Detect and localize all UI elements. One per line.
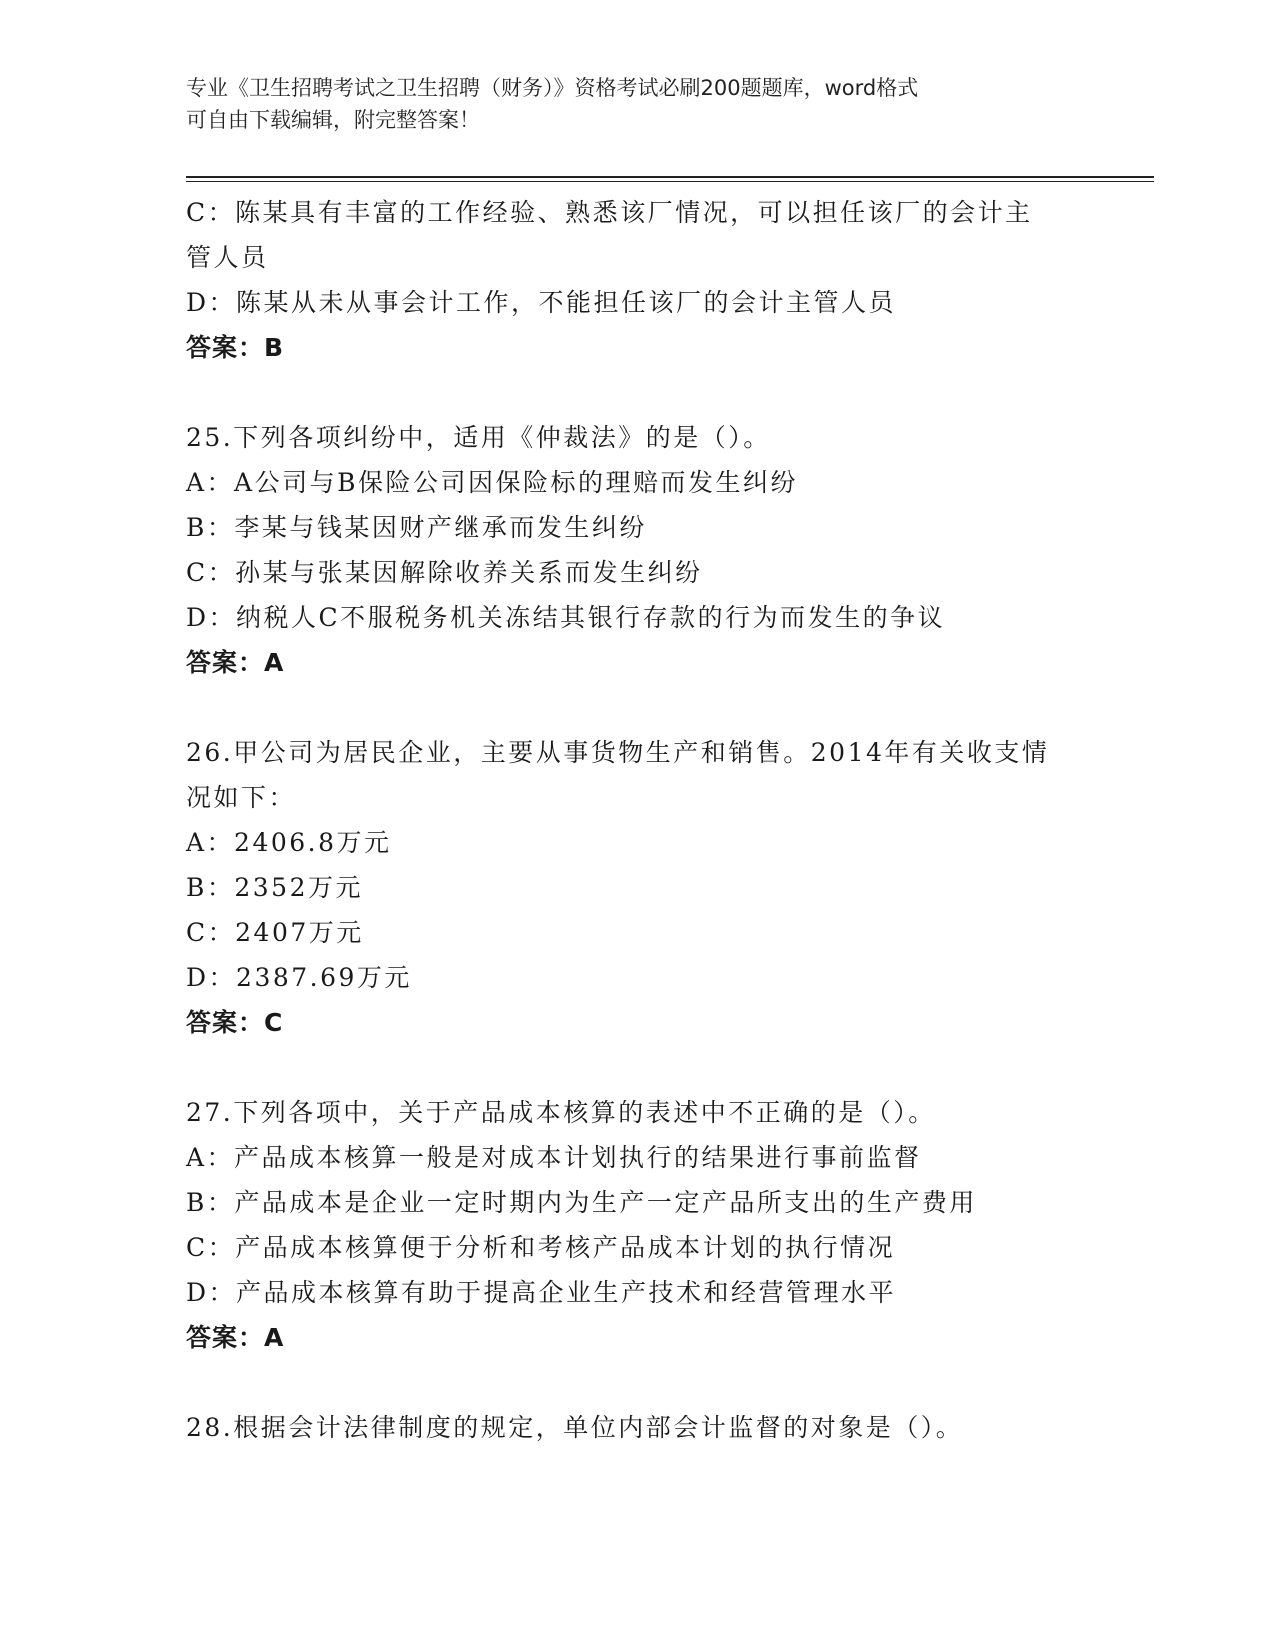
document-body: [186, 190, 1086, 1450]
page-header: [186, 72, 1066, 136]
question-stem: 25.下列各项纠纷中，适用《仲裁法》的是（）。: [186, 423, 771, 452]
option-c: C：陈某具有丰富的工作经验、熟悉该厂情况，可以担任该厂的会计主: [186, 198, 1033, 227]
question-26: [186, 730, 1086, 1045]
option-d: D：纳税人C不服税务机关冻结其银行存款的行为而发生的争议: [186, 603, 946, 632]
option-c: C：孙某与张某因解除收养关系而发生纠纷: [186, 558, 703, 587]
option-d: D：产品成本核算有助于提高企业生产技术和经营管理水平: [186, 1278, 897, 1307]
option-a: A：产品成本核算一般是对成本计划执行的结果进行事前监督: [186, 1143, 922, 1172]
option-c-continued: 管人员: [186, 243, 269, 272]
answer-line: 答案：C: [186, 1008, 284, 1037]
question-27: [186, 1090, 1086, 1360]
header-line-1: 专业《卫生招聘考试之卫生招聘（财务）》资格考试必刷200题题库，word格式: [186, 76, 919, 100]
option-d: D：陈某从未从事会计工作，不能担任该厂的会计主管人员: [186, 288, 897, 317]
option-c: C：产品成本核算便于分析和考核产品成本计划的执行情况: [186, 1233, 896, 1262]
question-stem: 27.下列各项中，关于产品成本核算的表述中不正确的是（）。: [186, 1098, 936, 1127]
option-b: B：李某与钱某因财产继承而发生纠纷: [186, 513, 647, 542]
question-28: [186, 1405, 1086, 1450]
option-a: A：A公司与B保险公司因保险标的理赔而发生纠纷: [186, 468, 798, 497]
header-divider: [186, 176, 1154, 182]
option-b: B：产品成本是企业一定时期内为生产一定产品所支出的生产费用: [186, 1188, 977, 1217]
question-25: [186, 415, 1086, 685]
answer-line: 答案：A: [186, 1323, 285, 1352]
prev-question-tail: [186, 190, 1086, 370]
answer-line: 答案：B: [186, 333, 285, 362]
answer-line: 答案：A: [186, 648, 285, 677]
header-line-2: 可自由下载编辑，附完整答案！: [186, 108, 480, 132]
option-a: A：2406.8万元: [186, 828, 392, 857]
question-stem: 28.根据会计法律制度的规定，单位内部会计监督的对象是（）。: [186, 1413, 964, 1442]
option-c: C：2407万元: [186, 918, 364, 947]
question-stem: 26.甲公司为居民企业，主要从事货物生产和销售。2014年有关收支情: [186, 738, 1050, 767]
option-b: B：2352万元: [186, 873, 363, 902]
question-stem-continued: 况如下：: [186, 783, 297, 812]
option-d: D：2387.69万元: [186, 963, 412, 992]
